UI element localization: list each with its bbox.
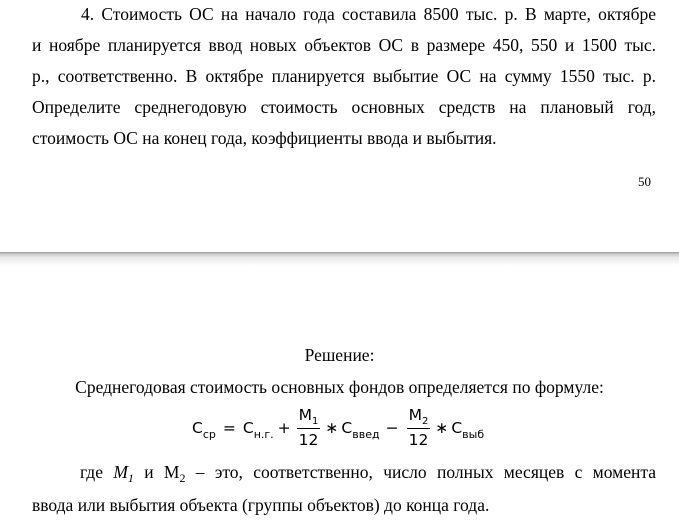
note-line-2: ввода или выбытия объекта (группы объектов) до конца года. [32,495,490,515]
problem-line-4: Определите среднегодовую стоимость основных средств на плановый год, [32,97,656,117]
average-cost-formula [192,400,484,456]
formula-c-output: $C_{выб}$ [451,419,485,441]
problem-line-1: 4. Стоимость ОС на начало года составила 8500 тыс. р. В марте, октябре [81,4,656,24]
formula-plus: + [277,419,291,437]
formula-minus: − [385,419,399,437]
formula-note [32,457,656,521]
formula-lhs: $C_{ср}$ [192,419,216,441]
page-separator [0,252,679,266]
solution-heading: Решение: [304,345,375,365]
formula-multiply-1: ∗ [325,419,339,437]
formula-equals: = [222,419,236,437]
formula-multiply-2: ∗ [435,419,449,437]
fraction-m2-12: $\frac{M_2}{12}$ [408,406,429,449]
formula-c-start: $C_{н.г.}$ [242,419,274,441]
formula-c-input: $C_{введ}$ [341,419,380,441]
problem-text [32,0,656,154]
page-bottom [0,266,679,521]
page-top [0,0,679,252]
solution-intro: Среднегодовая стоимость основных фондов определяется по формуле: [75,377,604,397]
note-line-1: где $M_1$ и $M_2$ – это, соответственно, число полных месяцев с момента [80,462,657,485]
problem-line-2: и ноябре планируется ввод новых объектов ОС в размере 450, 550 и 1500 тыс. [32,35,656,55]
fraction-m1-12: $\frac{M_1}{12}$ [298,406,319,449]
page-number: 50 [638,174,651,189]
problem-line-3: р., соответственно. В октябре планируется выбытие ОС на сумму 1550 тыс. р. [32,66,656,86]
problem-line-5: стоимость ОС на конец года, коэффициенты ввода и выбытия. [32,128,497,148]
